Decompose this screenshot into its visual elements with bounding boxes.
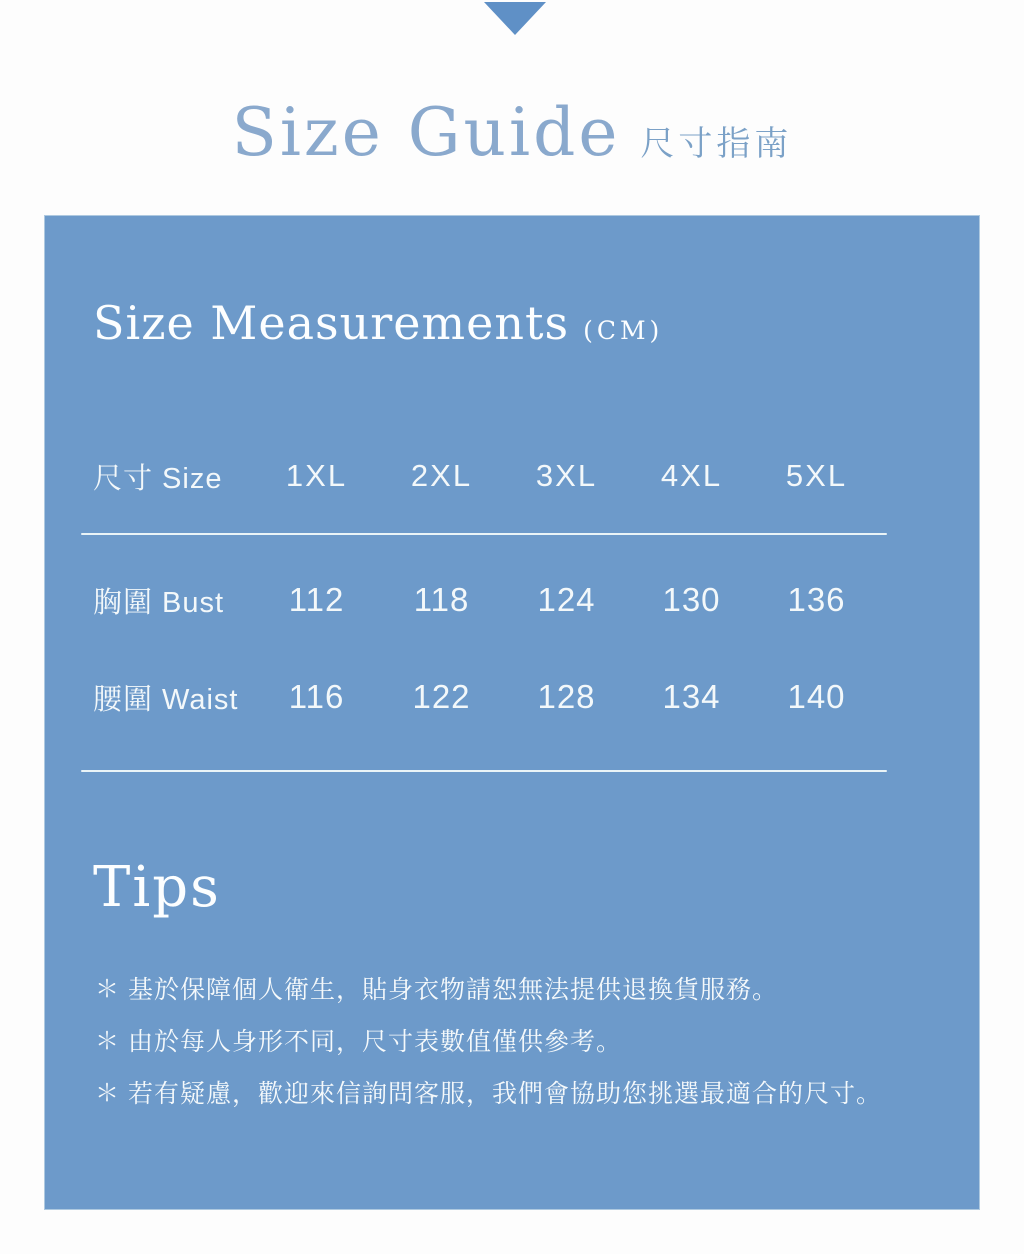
size-column-2xl: 2XL bbox=[410, 458, 473, 493]
note-asterisk-icon: ＊ bbox=[95, 1080, 120, 1107]
section-title-unit: (CM) bbox=[583, 316, 664, 345]
size-guide-panel bbox=[44, 215, 980, 1210]
table-row-waist bbox=[93, 668, 879, 726]
table-row-bust bbox=[93, 571, 879, 629]
size-column-5xl: 5XL bbox=[785, 458, 848, 493]
waist-row-label: 腰圍 Waist bbox=[93, 683, 239, 716]
table-divider-bottom bbox=[81, 770, 887, 772]
bust-value-3xl: 124 bbox=[537, 581, 596, 618]
page-header bbox=[0, 94, 1024, 171]
tips-notes-list bbox=[95, 964, 882, 1120]
down-triangle-icon bbox=[484, 2, 546, 35]
tips-note bbox=[95, 1068, 882, 1120]
page-title-zh: 尺寸指南 bbox=[640, 125, 793, 163]
size-column-4xl: 4XL bbox=[660, 458, 723, 493]
table-divider-top bbox=[81, 533, 887, 535]
note-asterisk-icon: ＊ bbox=[95, 1028, 120, 1055]
tips-note-text: 由於每人身形不同，尺寸表數值僅供參考。 bbox=[128, 1028, 623, 1056]
page-title-en: Size Guide bbox=[231, 94, 621, 171]
waist-value-5xl: 140 bbox=[787, 678, 846, 715]
tips-note-text: 若有疑慮，歡迎來信詢問客服，我們會協助您挑選最適合的尺寸。 bbox=[128, 1080, 883, 1108]
bust-value-2xl: 118 bbox=[413, 581, 470, 618]
note-asterisk-icon: ＊ bbox=[95, 976, 120, 1003]
waist-value-1xl: 116 bbox=[288, 678, 345, 715]
tips-note-text: 基於保障個人衛生，貼身衣物請恕無法提供退換貨服務。 bbox=[128, 976, 779, 1004]
tips-heading: Tips bbox=[93, 855, 221, 920]
bust-value-4xl: 130 bbox=[662, 581, 721, 618]
size-column-1xl: 1XL bbox=[285, 458, 348, 493]
section-title bbox=[93, 296, 663, 350]
waist-value-3xl: 128 bbox=[537, 678, 596, 715]
section-title-text: Size Measurements bbox=[93, 296, 570, 350]
bust-value-5xl: 136 bbox=[787, 581, 846, 618]
size-column-3xl: 3XL bbox=[535, 458, 598, 493]
size-header-label: 尺寸 Size bbox=[93, 462, 223, 495]
waist-value-2xl: 122 bbox=[412, 678, 471, 715]
bust-row-label: 胸圍 Bust bbox=[93, 586, 225, 619]
waist-value-4xl: 134 bbox=[662, 678, 721, 715]
tips-note bbox=[95, 964, 882, 1016]
tips-note bbox=[95, 1016, 882, 1068]
bust-value-1xl: 112 bbox=[288, 581, 345, 618]
size-table-header-row bbox=[93, 441, 879, 511]
